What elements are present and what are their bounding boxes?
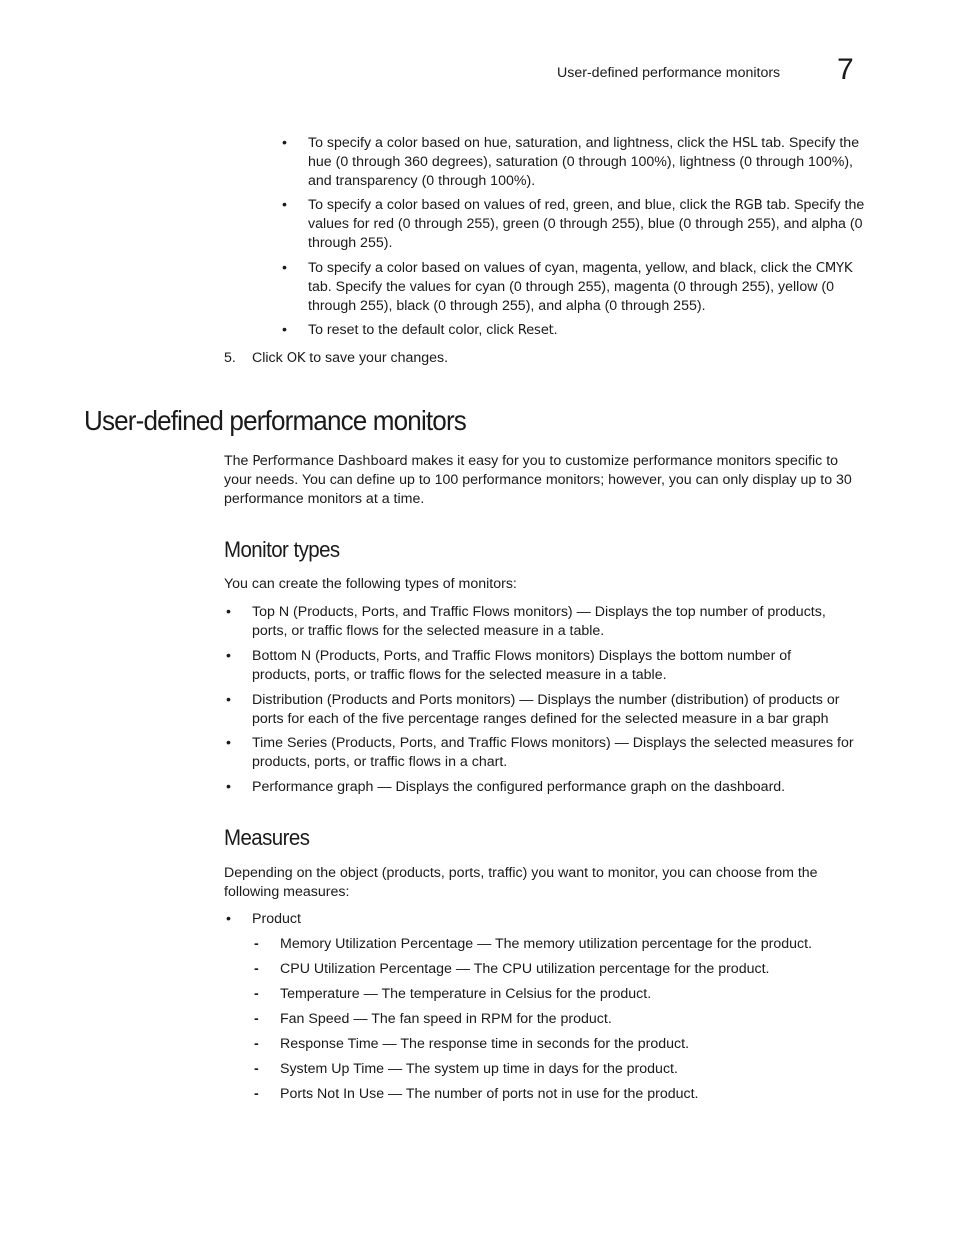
running-header: User-defined performance monitors [557, 65, 781, 81]
dash-icon: - [254, 961, 259, 977]
list-item: • Bottom N (Products, Ports, and Traffic Flows monitors) Displays the bottom number of products, ports, or traffic flows for the selected measure in a table. [226, 648, 792, 683]
sub-list-item: - Memory Utilization Percentage — The memory utilization percentage for the product. [254, 936, 813, 952]
bullet-icon: • [282, 135, 287, 151]
ui-label-hsl: HSL [732, 136, 758, 151]
monitor-types-lead: You can create the following types of monitors: [224, 576, 517, 592]
ui-label-rgb: RGB [734, 198, 763, 213]
subsection-title-monitor-types: Monitor types [224, 537, 340, 562]
dash-icon: - [254, 1036, 259, 1052]
sub-list-item: - System Up Time — The system up time in days for the product. [254, 1061, 678, 1077]
sub-list-item: - Fan Speed — The fan speed in RPM for the product. [254, 1011, 612, 1027]
section-title: User-defined performance monitors [84, 405, 466, 436]
ui-label-reset: Reset [517, 323, 554, 338]
bullet-icon: • [282, 260, 287, 276]
ui-label-cmyk: CMYK [815, 261, 853, 276]
list-item: • To specify a color based on hue, saturation, and lightness, click the HSL tab. Specify the hue (0 through 360 degrees), saturation (0 through 100%), lightness (0 through 100%), and transparency (0 through 100%). [282, 135, 860, 189]
dash-icon: - [254, 936, 259, 952]
ui-label-performance-dashboard: Performance Dashboard [252, 454, 408, 469]
list-item: • Distribution (Products and Ports monitors) — Displays the number (distribution) of products or ports for each of the five percentage ranges defined for the selected measure in a bar graph [226, 692, 840, 727]
sub-list-item: - Temperature — The temperature in Celsius for the product. [254, 986, 652, 1002]
ui-label-ok: OK [286, 351, 306, 366]
sub-list-item: - Response Time — The response time in seconds for the product. [254, 1036, 690, 1052]
chapter-number: 7 [837, 53, 854, 86]
step-number: 5. [224, 350, 236, 366]
dash-icon: - [254, 1086, 259, 1102]
bullet-icon: • [226, 911, 231, 927]
intro-paragraph: The Performance Dashboard makes it easy for you to customize performance monitors specific to your needs. You can define up to 100 performance monitors; however, you can only display up to 30 performance monitors at a time. [224, 453, 852, 507]
bullet-icon: • [282, 322, 287, 338]
dash-icon: - [254, 1061, 259, 1077]
list-item: • To specify a color based on values of cyan, magenta, yellow, and black, click the CMYK tab. Specify the values for cyan (0 through 255), magenta (0 through 255), yellow (0 through 255), black (0 through 255), and alpha (0 through 255). [282, 260, 853, 314]
list-item: • To specify a color based on values of red, green, and blue, click the RGB tab. Specify the values for red (0 through 255), green (0 through 255), blue (0 through 255), and alpha (0 through 255). [282, 197, 865, 251]
bullet-icon: • [226, 692, 231, 708]
list-item: • Time Series (Products, Ports, and Traffic Flows monitors) — Displays the selected measures for products, ports, or traffic flows in a chart. [226, 735, 854, 770]
bullet-icon: • [226, 735, 231, 751]
bullet-icon: • [226, 779, 231, 795]
dash-icon: - [254, 986, 259, 1002]
dash-icon: - [254, 1011, 259, 1027]
bullet-icon: • [226, 648, 231, 664]
bullet-icon: • [282, 197, 287, 213]
measures-lead: Depending on the object (products, ports, traffic) you want to monitor, you can choose from the following measures: [224, 865, 818, 900]
list-item: • Top N (Products, Ports, and Traffic Flows monitors) — Displays the top number of products, ports, or traffic flows for the selected measure in a table. [226, 604, 826, 639]
step-text: Click OK to save your changes. [252, 350, 449, 366]
list-item: • To reset to the default color, click Reset. [282, 322, 558, 338]
subsection-title-measures: Measures [224, 825, 310, 850]
list-item: • Performance graph — Displays the configured performance graph on the dashboard. [226, 779, 786, 795]
sub-list-item: - Ports Not In Use — The number of ports not in use for the product. [254, 1086, 699, 1102]
bullet-icon: • [226, 604, 231, 620]
sub-list-item: - CPU Utilization Percentage — The CPU utilization percentage for the product. [254, 961, 770, 977]
list-item: • Product [226, 911, 301, 927]
